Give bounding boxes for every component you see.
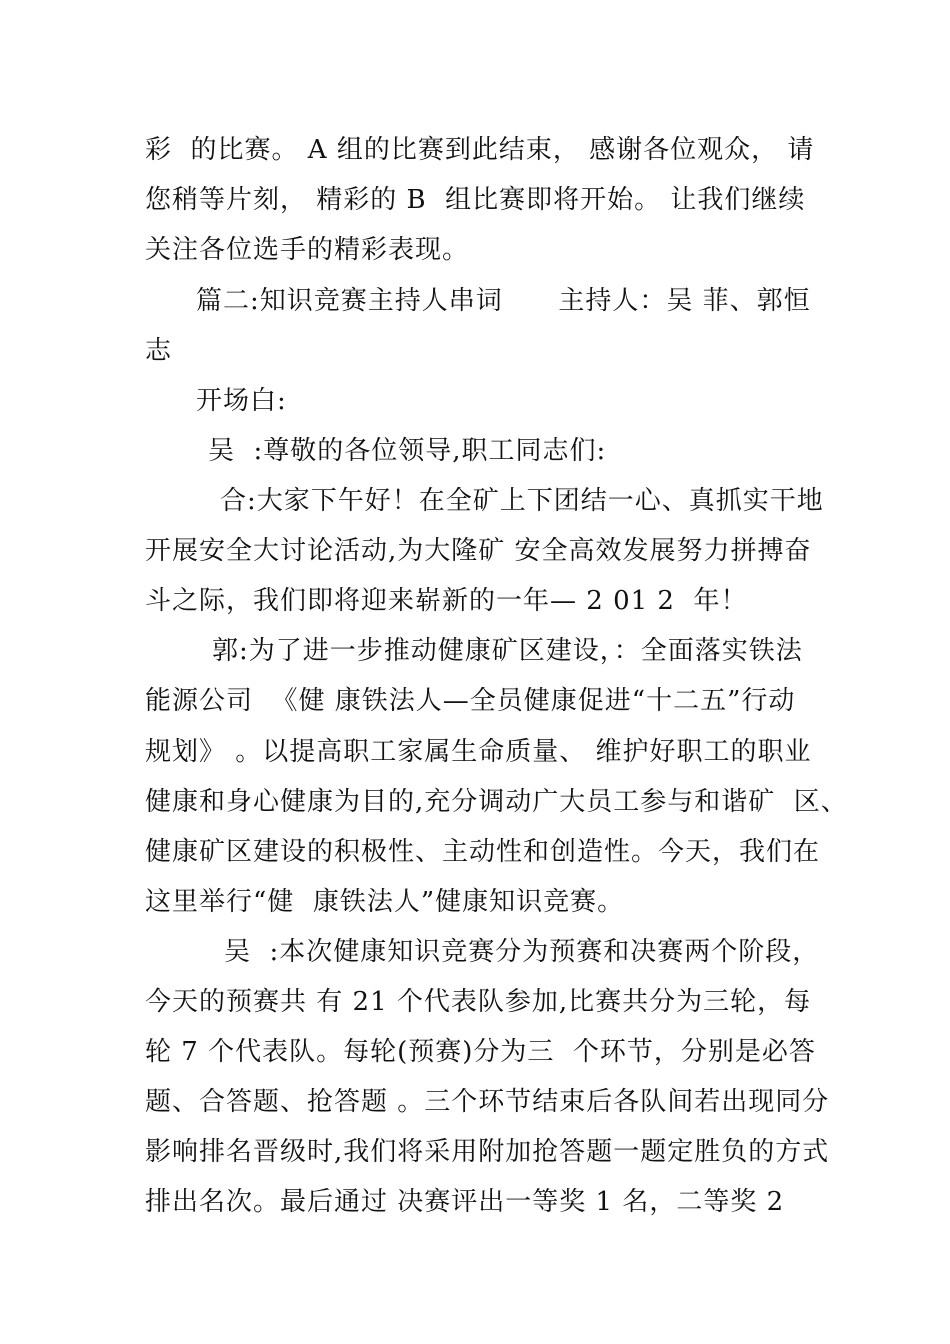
- speaker-line: 吴 :尊敬的各位领导,职工同志们:: [208, 436, 607, 466]
- opening-label: 开场白:: [196, 386, 287, 416]
- text-line: 轮 7 个代表队。每轮(预赛)分为三 个环节，分别是必答: [145, 1037, 816, 1067]
- text-line: 题、合答题、抢答题 。三个环节结束后各队间若出现同分: [145, 1087, 830, 1117]
- section-heading: 篇二:知识竞赛主持人串词 主持人：吴 菲、郭恒: [196, 286, 811, 316]
- text-line: 能源公司 《健 康铁法人—全员健康促进“十二五”行动: [145, 686, 796, 716]
- text-line: 健康和身心健康为目的,充分调动广大员工参与和谐矿 区、: [145, 787, 848, 817]
- text-line: 今天的预赛共 有 21 个代表队参加,比赛共分为三轮，每: [145, 987, 812, 1017]
- text-line: 彩 的比赛。 A 组的比赛到此结束， 感谢各位观众， 请: [145, 135, 815, 165]
- speaker-line: 吴 :本次健康知识竞赛分为预赛和决赛两个阶段，: [224, 937, 820, 967]
- text-line: 志: [145, 336, 173, 366]
- text-line: 开展安全大讨论活动,为大隆矿 安全高效发展努力拼搏奋: [145, 536, 812, 566]
- speaker-line: 郭:为了进一步推动健康矿区建设，：全面落实铁法: [212, 636, 803, 666]
- text-line: 影响排名晋级时,我们将采用附加抢答题一题定胜负的方式: [145, 1137, 830, 1167]
- text-line: 规划》 。以提高职工家属生命质量、 维护好职工的职业: [145, 737, 812, 767]
- text-line: 排出名次。最后通过 决赛评出一等奖 1 名，二等奖 2: [145, 1187, 785, 1217]
- text-line: 健康矿区建设的积极性、主动性和创造性。今天，我们在: [145, 837, 821, 867]
- text-line: 这里举行“健 康铁法人”健康知识竞赛。: [145, 887, 625, 917]
- text-line: 关注各位选手的精彩表现。: [145, 235, 470, 265]
- text-line: 斗之际，我们即将迎来崭新的一年— 2 01 2 年！: [145, 586, 748, 616]
- speaker-line: 合:大家下午好！在全矿上下团结一心、真抓实干地: [220, 486, 824, 516]
- text-line: 您稍等片刻， 精彩的 B 组比赛即将开始。 让我们继续: [145, 185, 806, 215]
